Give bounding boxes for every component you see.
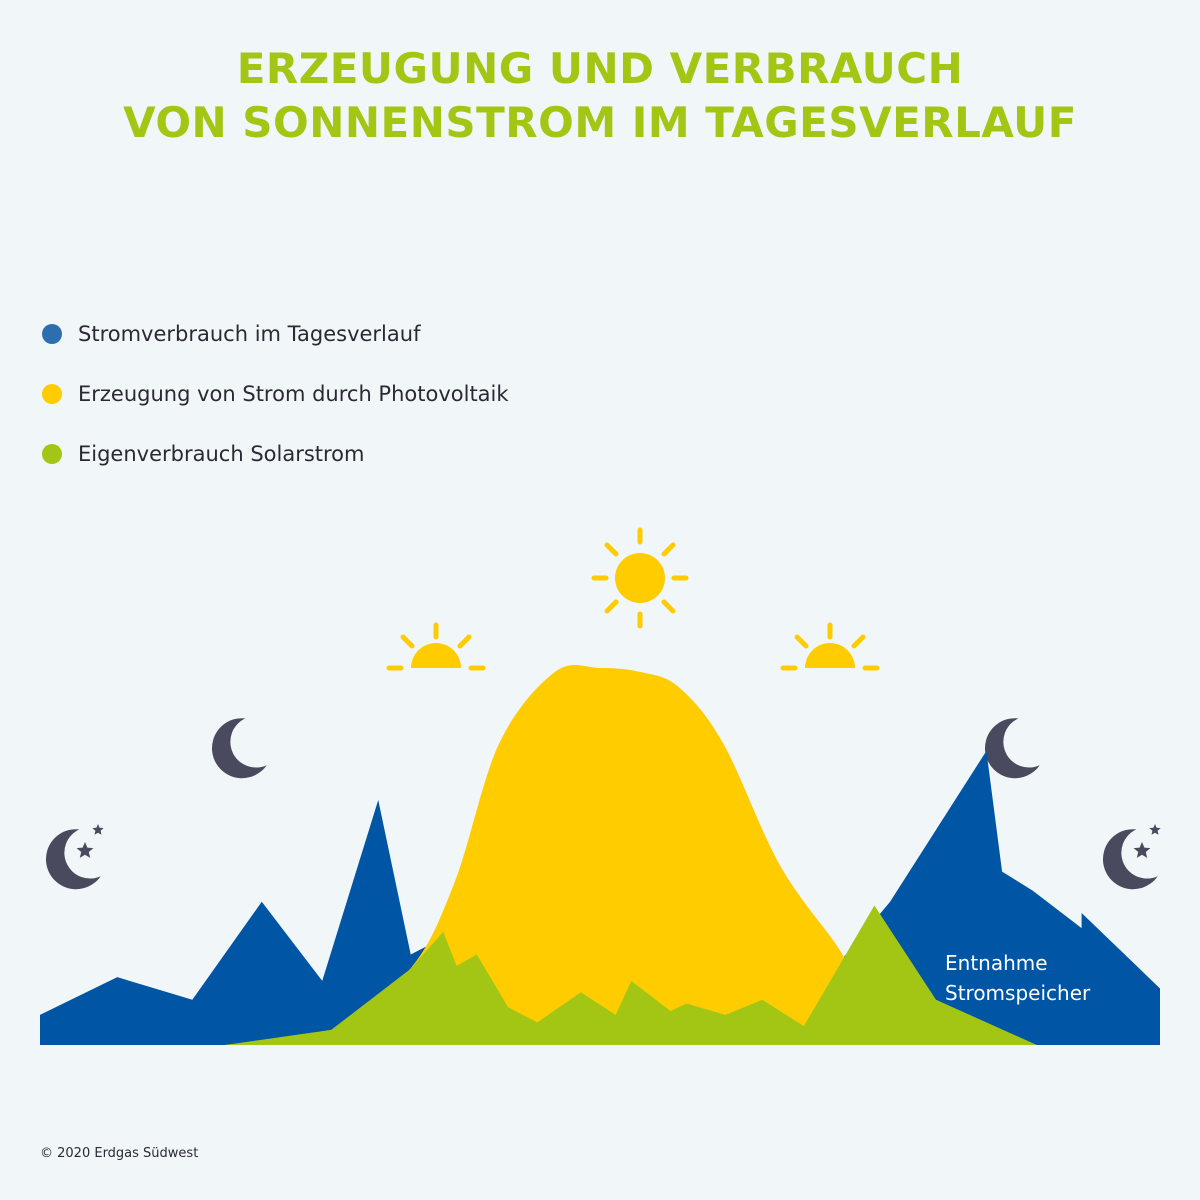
moon-icon-left <box>212 718 267 778</box>
moon-stars-icon-left <box>46 824 104 889</box>
sun-icon-large <box>594 530 686 626</box>
legend-label-self-consumption: Eigenverbrauch Solarstrom <box>78 442 365 466</box>
annotation-storage-line-1: Entnahme <box>945 951 1048 975</box>
sunset-icon <box>783 625 877 668</box>
chart-title-line-2: VON SONNENSTROM IM TAGESVERLAUF <box>123 98 1077 147</box>
legend-label-generation: Erzeugung von Strom durch Photovoltaik <box>78 382 509 406</box>
chart-title-line-1: ERZEUGUNG UND VERBRAUCH <box>236 44 964 93</box>
sunrise-icon <box>389 625 483 668</box>
moon-icon-right <box>985 718 1040 778</box>
annotation-storage-line-2: Stromspeicher <box>945 981 1091 1005</box>
legend-label-consumption: Stromverbrauch im Tagesverlauf <box>78 322 421 346</box>
moon-stars-icon-right <box>1103 824 1161 889</box>
copyright-footer: © 2020 Erdgas Südwest <box>40 1146 199 1161</box>
